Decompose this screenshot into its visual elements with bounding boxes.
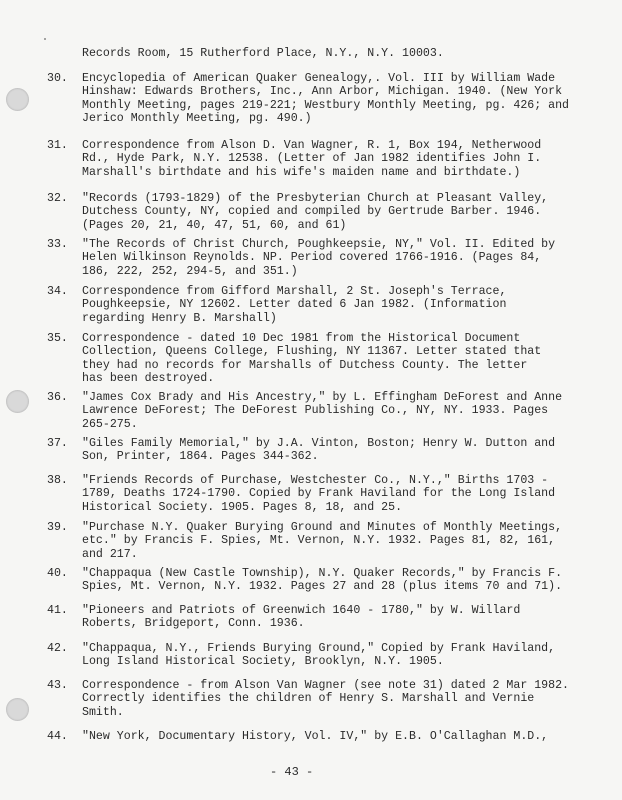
reference-line: Roberts, Bridgeport, Conn. 1936. (82, 617, 305, 631)
reference-entry (47, 332, 607, 385)
reference-entry (47, 521, 607, 561)
page-number: - 43 - (270, 765, 314, 779)
punch-hole (6, 698, 29, 721)
reference-line: Correctly identifies the children of Henry S. Marshall and Vernie (82, 692, 535, 706)
reference-text (82, 391, 607, 431)
reference-line: "Friends Records of Purchase, Westchester Co., N.Y.," Births 1703 - (82, 474, 549, 487)
reference-entry (47, 730, 607, 743)
reference-text (82, 139, 607, 179)
reference-number: 30. (47, 72, 68, 85)
reference-line: etc." by Francis F. Spies, Mt. Vernon, N.Y. 1932. Pages 81, 82, 161, (82, 534, 556, 548)
reference-line: Correspondence from Gifford Marshall, 2 St. Joseph's Terrace, (82, 285, 507, 298)
reference-line: 265-275. (82, 417, 138, 431)
reference-entry (47, 192, 607, 232)
reference-line: Marshall's birthdate and his wife's maiden name and birthdate.) (82, 165, 521, 179)
reference-entry (47, 567, 607, 594)
reference-entry (47, 391, 607, 431)
reference-line: Correspondence from Alson D. Van Wagner, R. 1, Box 194, Netherwood (82, 139, 542, 152)
reference-text (82, 437, 607, 464)
reference-text (82, 604, 607, 631)
reference-line: "Chappaqua (New Castle Township), N.Y. Quaker Records," by Francis F. (82, 567, 563, 580)
reference-line: regarding Henry B. Marshall) (82, 311, 277, 325)
reference-text (82, 730, 607, 743)
reference-line: Jerico Monthly Meeting, pg. 490.) (82, 111, 312, 125)
reference-entry (47, 437, 607, 464)
reference-text (82, 474, 607, 514)
reference-number: 41. (47, 604, 68, 617)
reference-text (82, 192, 607, 232)
reference-text (82, 332, 607, 385)
reference-number: 44. (47, 730, 68, 743)
reference-number: 43. (47, 679, 68, 692)
reference-line: Monthly Meeting, pages 219-221; Westbury Monthly Meeting, pg. 426; and (82, 98, 570, 112)
reference-text (82, 285, 607, 325)
reference-line: 186, 222, 252, 294-5, and 351.) (82, 264, 298, 278)
reference-text (82, 679, 607, 719)
punch-hole (6, 88, 29, 111)
reference-entry (47, 642, 607, 669)
reference-line: has been destroyed. (82, 371, 215, 385)
reference-number: 32. (47, 192, 68, 205)
reference-line: Poughkeepsie, NY 12602. Letter dated 6 Jan 1982. (Information (82, 298, 507, 312)
reference-number: 35. (47, 332, 68, 345)
reference-line: "New York, Documentary History, Vol. IV," by E.B. O'Callaghan M.D., (82, 730, 549, 743)
reference-text (82, 72, 607, 125)
reference-line: "The Records of Christ Church, Poughkeepsie, NY," Vol. II. Edited by (82, 238, 556, 251)
reference-text (82, 238, 607, 278)
reference-line: "James Cox Brady and His Ancestry," by L. Effingham DeForest and Anne (82, 391, 563, 404)
reference-number: 40. (47, 567, 68, 580)
reference-line: "Records (1793-1829) of the Presbyterian Church at Pleasant Valley, (82, 192, 549, 205)
reference-number: 39. (47, 521, 68, 534)
reference-entry (47, 679, 607, 719)
reference-text (82, 567, 607, 594)
reference-line: Spies, Mt. Vernon, N.Y. 1932. Pages 27 and 28 (plus items 70 and 71). (82, 580, 563, 594)
reference-line: Son, Printer, 1864. Pages 344-362. (82, 450, 319, 464)
reference-line: Correspondence - from Alson Van Wagner (see note 31) dated 2 Mar 1982. (82, 679, 570, 692)
reference-line: Lawrence DeForest; The DeForest Publishing Co., NY, NY. 1933. Pages (82, 404, 549, 418)
reference-line: (Pages 20, 21, 40, 47, 51, 60, and 61) (82, 218, 347, 232)
reference-line: Correspondence - dated 10 Dec 1981 from the Historical Document (82, 332, 521, 345)
reference-line: they had no records for Marshalls of Dutchess County. The letter (82, 358, 528, 372)
reference-number: 33. (47, 238, 68, 251)
reference-entry (47, 474, 607, 514)
punch-hole (6, 390, 29, 413)
reference-entry (47, 72, 607, 125)
reference-number: 42. (47, 642, 68, 655)
reference-line: "Giles Family Memorial," by J.A. Vinton, Boston; Henry W. Dutton and (82, 437, 556, 450)
reference-number: 31. (47, 139, 68, 152)
reference-entry (47, 285, 607, 325)
reference-line: Collection, Queens College, Flushing, NY 11367. Letter stated that (82, 345, 542, 359)
reference-number: 37. (47, 437, 68, 450)
reference-entry (47, 139, 607, 179)
continued-line: Records Room, 15 Rutherford Place, N.Y., N.Y. 10003. (82, 47, 444, 60)
reference-entry (47, 604, 607, 631)
reference-text (82, 521, 607, 561)
reference-number: 36. (47, 391, 68, 404)
reference-line: "Chappaqua, N.Y., Friends Burying Ground," Copied by Frank Haviland, (82, 642, 556, 655)
reference-number: 34. (47, 285, 68, 298)
reference-line: Dutchess County, NY, copied and compiled by Gertrude Barber. 1946. (82, 205, 542, 219)
reference-line: Historical Society. 1905. Pages 8, 18, and 25. (82, 500, 403, 514)
scan-speck (44, 38, 46, 40)
reference-line: 1789, Deaths 1724-1790. Copied by Frank Haviland for the Long Island (82, 487, 556, 501)
reference-line: "Pioneers and Patriots of Greenwich 1640 - 1780," by W. Willard (82, 604, 521, 617)
reference-line: and 217. (82, 547, 138, 561)
reference-entry (47, 238, 607, 278)
reference-line: Long Island Historical Society, Brooklyn, N.Y. 1905. (82, 655, 444, 669)
reference-line: "Purchase N.Y. Quaker Burying Ground and Minutes of Monthly Meetings, (82, 521, 563, 534)
reference-line: Hinshaw: Edwards Brothers, Inc., Ann Arbor, Michigan. 1940. (New York (82, 85, 563, 99)
reference-text (82, 642, 607, 669)
reference-line: Encyclopedia of American Quaker Genealogy,. Vol. III by William Wade (82, 72, 556, 85)
reference-number: 38. (47, 474, 68, 487)
reference-line: Rd., Hyde Park, N.Y. 12538. (Letter of Jan 1982 identifies John I. (82, 152, 542, 166)
reference-line: Helen Wilkinson Reynolds. NP. Period covered 1766-1916. (Pages 84, (82, 251, 542, 265)
reference-line: Smith. (82, 705, 124, 719)
